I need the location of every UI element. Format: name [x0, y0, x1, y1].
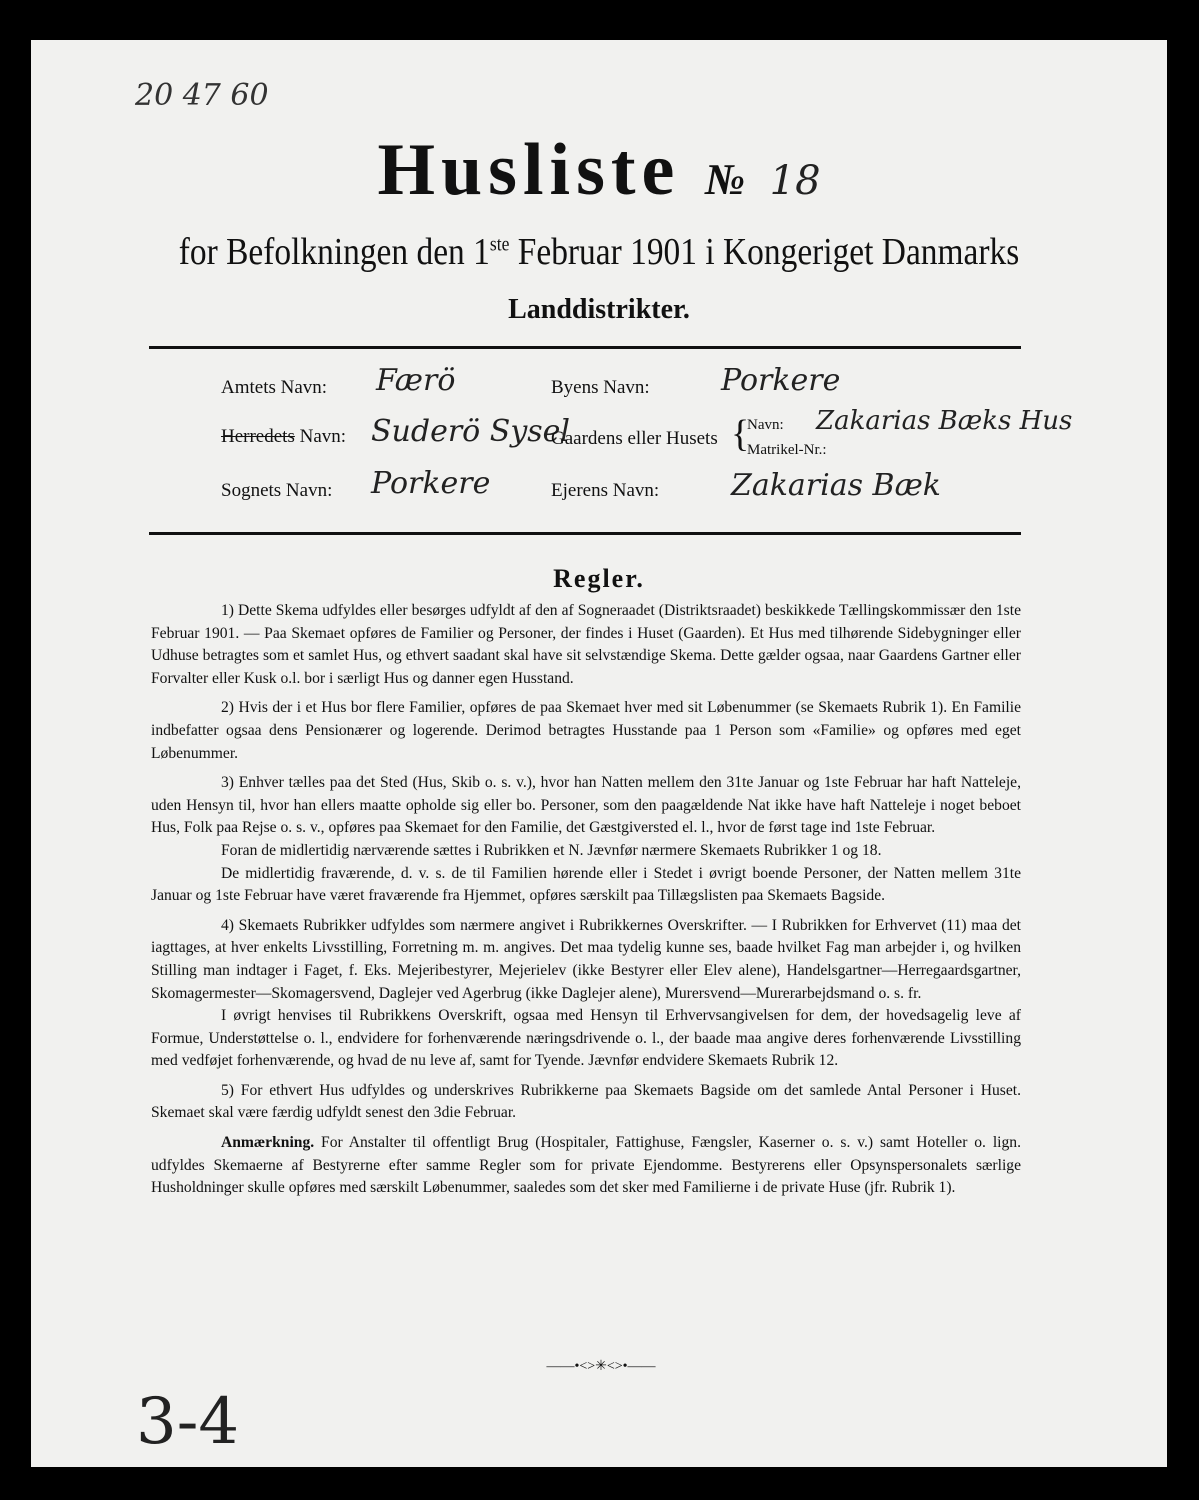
- title-number-label: №: [704, 155, 746, 204]
- document-sheet: [31, 40, 1167, 1467]
- matrikel-label: Matrikel-Nr.:: [747, 442, 827, 458]
- sogn-value: Porkere: [371, 466, 491, 501]
- gaard-label: Gaardens eller Husets: [551, 428, 718, 449]
- rule-3c: De midlertidig fraværende, d. v. s. de til Familien hørende eller i Stedet i øvrigt boende Personer, der Natten mellem 31te Januar og 1ste Februar have været fraværende fra Hjemmet, opføres særskilt paa Tillægslisten paa Skemaets Bagside.: [151, 864, 1021, 905]
- byen-label: Byens Navn:: [551, 377, 650, 398]
- sogn-label: Sognets Navn:: [221, 480, 333, 501]
- rules-title: Regler.: [553, 564, 645, 593]
- amt-label: Amtets Navn:: [221, 377, 328, 398]
- subtitle-landdistrikter: Landdistrikter.: [508, 294, 690, 325]
- bottom-handwritten-note: 3-4: [136, 1385, 240, 1459]
- subtitle-sup: ste: [489, 233, 510, 256]
- annotation-text: For Anstalter til offentligt Brug (Hospitaler, Fattighuse, Fængsler, Kaserner o. s. v.) samt Hoteller o. lign. udfyldes Skemaerne af Bestyrerne efter samme Regler som for private Ejendomme. Bestyrerens eller Opsynspersonalets særlige Husholdninger skulle opføres med særskilt Løbenummer, saaledes som det sker med Familierne i de private Huse (jfr. Rubrik 1).: [151, 1134, 1021, 1197]
- herred-label-struck: Herredets: [221, 426, 295, 447]
- bottom-rule: [149, 532, 1021, 535]
- rule-5: 5) For ethvert Hus udfyldes og underskrives Rubrikkerne paa Skemaets Bagside om det samlede Antal Personer i Huset. Skemaet skal være færdig udfyldt senest den 3die Februar.: [151, 1081, 1021, 1122]
- herred-label: [221, 426, 346, 448]
- brace: {: [731, 413, 750, 455]
- rule-3a: 3) Enhver tælles paa det Sted (Hus, Skib o. s. v.), hvor han Natten mellem den 31te Januar og 1ste Februar har haft Natteleje, uden Hensyn til, hvor han ellers maatte opholde sig eller bo. Personer, som den paagældende Nat ikke have haft Natteleje i noget beboet Hus, Folk paa Rejse o. s. v., opføres paa Skemaet for den Familie, det Gæstgiversted el. l., hvor de først tage ind 1ste Februar.: [151, 774, 1021, 837]
- page-title: [31, 128, 1167, 213]
- subtitle-part1: for Befolkningen den 1: [178, 231, 490, 273]
- navn-label: Navn:: [747, 417, 784, 433]
- rule-1: 1) Dette Skema udfyldes eller besørges udfyldt af den af Sogneraadet (Distriktsraadet) beskikkede Tællingskommissær den 1ste Februar 1901. — Paa Skemaet opføres de Familier og Personer, der findes i Huset (Gaarden). Et Hus med tilhørende Sidebygninger eller Udhuse betragtes som et samlet Hus, og ethvert saadant skal have sit selvstændige Skema. Dette gælder ogsaa, naar Gaardens Gartner eller Forvalter eller Kusk o.l. bor i særligt Hus og danner egen Husstand.: [151, 602, 1021, 687]
- top-rule: [149, 346, 1021, 349]
- annotation: [151, 1132, 1021, 1200]
- ejer-label: Ejerens Navn:: [551, 480, 660, 501]
- title-number-value: 18: [769, 158, 821, 204]
- ejer-value: Zakarias Bæk: [731, 468, 941, 503]
- herred-value: Suderö Sysel: [371, 414, 571, 449]
- rule-3b: Foran de midlertidig nærværende sættes i Rubrikken et N. Jævnfør nærmere Skemaets Rubrikker 1 og 18.: [221, 841, 882, 859]
- corner-handwritten-number: 20 47 60: [135, 78, 269, 113]
- herred-label-rest: Navn:: [294, 426, 347, 447]
- byen-value: Porkere: [721, 363, 841, 398]
- ornament: ——•<>✳<>•——: [546, 1359, 656, 1374]
- subtitle-part2: Februar 1901 i Kongeriget Danmarks: [509, 231, 1020, 273]
- rules-body: [151, 600, 1021, 1207]
- rule-4a: 4) Skemaets Rubrikker udfyldes som nærmere angivet i Rubrikkernes Overskrifter. — I Rubrikken for Erhvervet (11) maa det iagttages, at hver enkelts Livsstilling, Forretning m. m. angives. Det maa tydelig kunne ses, baade hvilket Fag man arbejder i, og hvilken Stilling man indtager i Faget, f. Eks. Mejeribestyrer, Mejerielev (ikke Bestyrer eller Elev alene), Handelsgartner—Herregaardsgartner, Skomagermester—Skomagersvend, Daglejer ved Agerbrug (ikke Daglejer alene), Murersvend—Murerarbejdsmand o. s. fr.: [151, 916, 1021, 1002]
- subtitle: [99, 230, 1099, 274]
- annotation-label: Anmærkning.: [221, 1134, 315, 1152]
- title-main: Husliste: [377, 129, 681, 211]
- navn-value: Zakarias Bæks Hus: [816, 406, 1073, 436]
- amt-value: Færö: [376, 363, 456, 398]
- rule-4b: I øvrigt henvises til Rubrikkens Overskrift, ogsaa med Hensyn til Erhvervsangivelsen for dem, der hovedsagelig leve af Formue, Understøttelse o. l., endvidere for forhenværende næringsdrivende o. l., der baade maa angive deres forhenværende Livsstilling med vedføjet forhenværende, og hvad de nu leve af, samt for Tyende. Jævnfør endvidere Skemaets Rubrik 12.: [151, 1007, 1021, 1070]
- rule-2: 2) Hvis der i et Hus bor flere Familier, opføres de paa Skemaet hver med sit Løbenummer (se Skemaets Rubrik 1). En Familie indbefatter ogsaa dens Pensionærer og logerende. Derimod betragtes Husstande paa 1 Person som «Familie» og opføres med eget Løbenummer.: [151, 699, 1021, 762]
